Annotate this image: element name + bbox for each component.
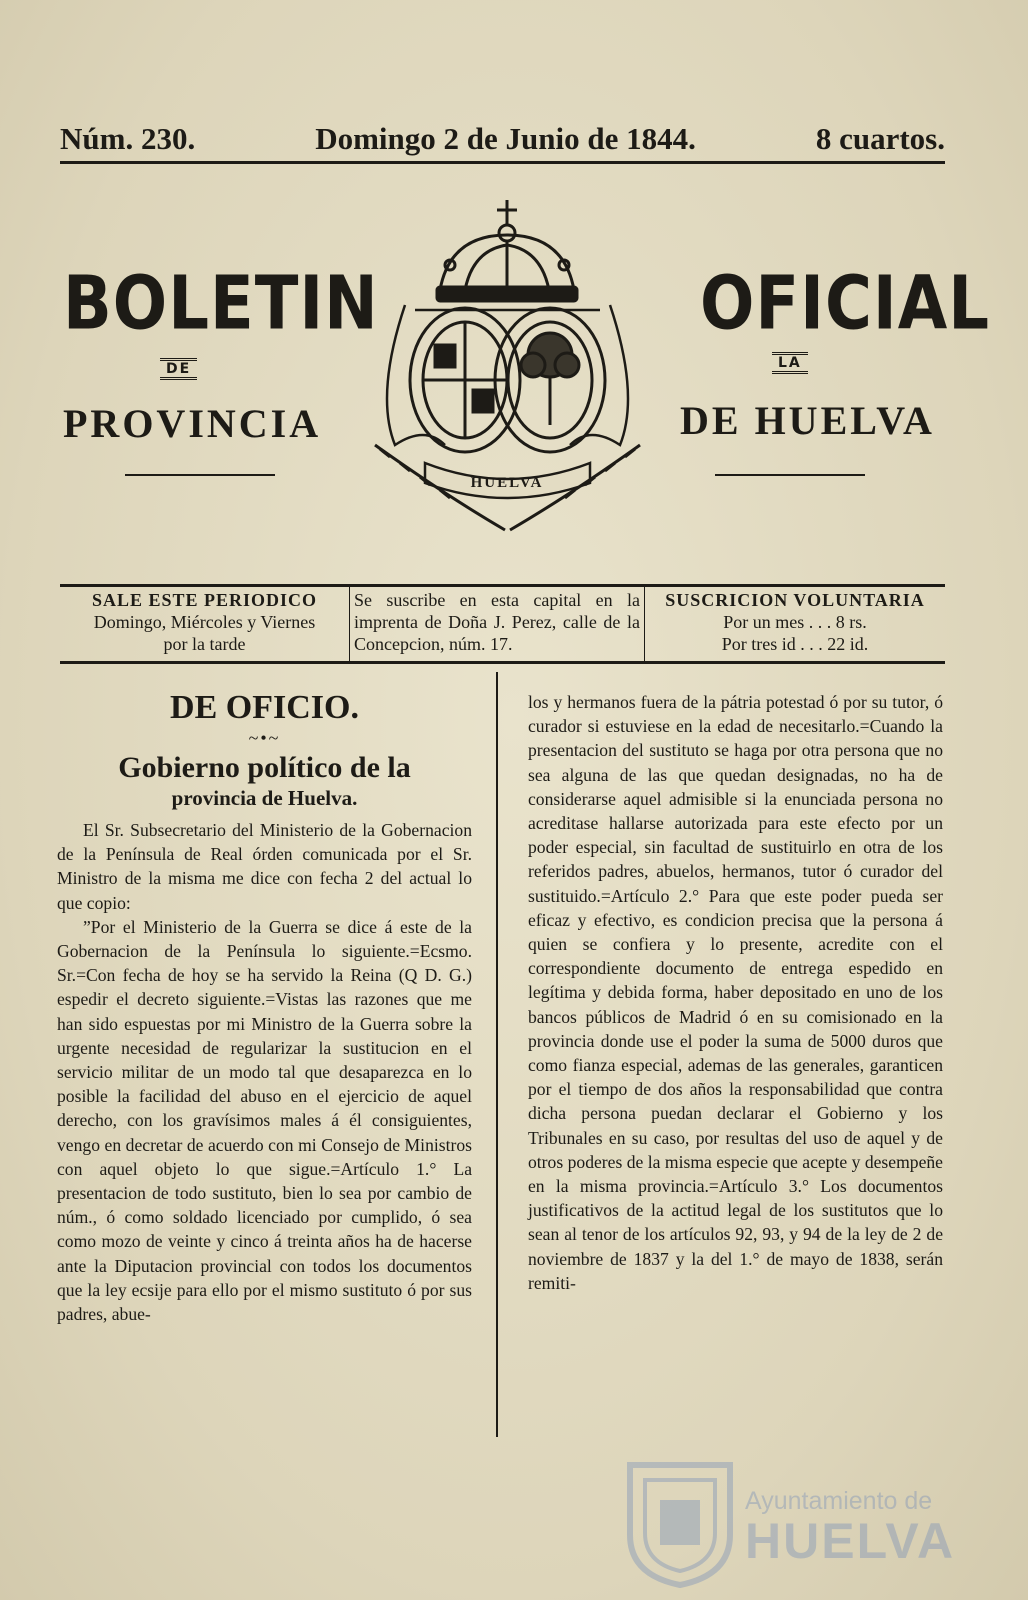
info-publication-title: SALE ESTE PERIODICO	[91, 590, 318, 610]
section-title: DE OFICIO.	[170, 689, 359, 726]
government-subtitle: provincia de Huelva.	[171, 786, 358, 810]
shield-right-icon	[495, 308, 605, 452]
masthead-boletin: BOLETIN	[63, 262, 379, 348]
coat-of-arms-seal	[355, 195, 660, 550]
seal-ribbon-text: HUELVA	[470, 475, 544, 491]
info-subscription-title: SUSCRICION VOLUNTARIA	[665, 590, 925, 610]
info-bar	[60, 584, 945, 664]
issue-header	[60, 118, 945, 164]
ornament-divider: ~•~	[248, 728, 281, 748]
watermark-line2: HUELVA	[745, 1513, 956, 1569]
info-publication-days: Domingo, Miércoles y Viernes	[93, 612, 316, 632]
masthead-rule-right	[715, 474, 865, 476]
info-subscription-prices	[645, 587, 945, 661]
article-paragraph: El Sr. Subsecretario del Ministerio de la Gobernacion de la Península de Real órden comunicada por el Sr. Ministro de la misma me dice con fecha 2 del actual lo que copio:	[57, 820, 472, 913]
masthead-provincia: PROVINCIA	[63, 401, 322, 446]
government-title: Gobierno político de la	[118, 751, 411, 784]
masthead-la: LA	[772, 352, 808, 374]
shield-left-icon	[410, 308, 520, 452]
info-publication-time: por la tarde	[163, 634, 246, 654]
masthead-oficial: OFICIAL	[700, 262, 991, 348]
issue-number: Núm. 230.	[60, 121, 196, 156]
article-column-right	[528, 690, 943, 1295]
article-paragraph: los y hermanos fuera de la pátria potestad ó por su tutor, ó curador si estuviese en la edad de necesitarlo.=Cuando la presentacion del sustituto se haga por otra persona que no sea alguna de las que quedan designadas, no ha de considerarse aquel admisible si la enunciada persona no acreditase hallarse autorizada para este efecto por un poder especial, sin facultad de sustituirlo en otra de los referidos padres, abuelos, hermanos, tutor ó curador del sustituido.=Artículo 2.° Para que este poder pueda ser eficaz y efectivo, es condicion precisa que la persona á quien se confiera y lo presente, acredite con el correspondiente documento de entrega espedido en legítima y debida forma, haber depositado en uno de los bancos públicos de Madrid ó en su comisionado en la provincia donde use el poder la suma de 5000 duros que como fianza especial, ademas de las generales, garanticen por el tiempo de dos años la responsabilidad que contra dicha persona puedan declarar el Gobierno y los Tribunales en su caso, por resultas del uso de aquel y de otros poderes de la misma especie que acepte y desempeñe en la misma provincia.=Artículo 3.° Los documentos justificativos de la actitud legal de los sustitutos que lo sean al tenor de los artículos 92, 93, y 94 de la ley de 2 de noviembre de 1837 y la del 1.° de mayo de 1838, serán remiti-	[528, 692, 943, 1293]
info-publication	[60, 587, 350, 661]
info-price-three-months: Por tres id . . . 22 id.	[721, 634, 869, 654]
masthead-rule-left	[125, 474, 275, 476]
archive-watermark	[620, 1455, 956, 1590]
masthead-de: DE	[160, 358, 197, 380]
watermark-line1: Ayuntamiento de	[745, 1487, 933, 1515]
article-column-left	[57, 688, 472, 1326]
info-price-month: Por un mes . . . 8 rs.	[723, 612, 867, 632]
issue-price: 8 cuartos.	[815, 121, 945, 156]
city-shield-icon	[620, 1455, 740, 1590]
issue-date: Domingo 2 de Junio de 1844.	[315, 121, 696, 156]
column-divider	[496, 672, 498, 1437]
masthead-de-huelva: DE HUELVA	[680, 398, 935, 443]
crown-icon	[437, 200, 577, 301]
info-subscribe: Se suscribe en esta capital en la imprenta de Doña J. Perez, calle de la Concepcion, núm. 17.	[350, 587, 645, 661]
article-paragraph: ”Por el Ministerio de la Guerra se dice á este de la Gobernacion de la Península lo siguiente.=Ecsmo. Sr.=Con fecha de hoy se ha servido la Reina (Q D. G.) espedir el decreto siguiente.=Vistas las razones que me han sido espuestas por mi Ministro de la Guerra sobre la urgente necesidad de regularizar la sustitucion en el servicio militar de un modo tal que desaparezca en lo posible la facilidad del abuso en el ejercicio de aquel derecho, con los gravísimos males á él consiguientes, vengo en decretar de acuerdo con mi Consejo de Ministros con aquel objeto lo que sigue.=Artículo 1.° La presentacion de todo sustituto, bien lo sea por cambio de núm., ó como soldado licenciado por cumplido, ó sea como mozo de veinte y cinco á treinta años ha de hacerse ante la Diputacion provincial con todos los documentos que la ley ecsije para ello por el mismo sustituto ó por sus padres, abue-	[57, 916, 472, 1325]
